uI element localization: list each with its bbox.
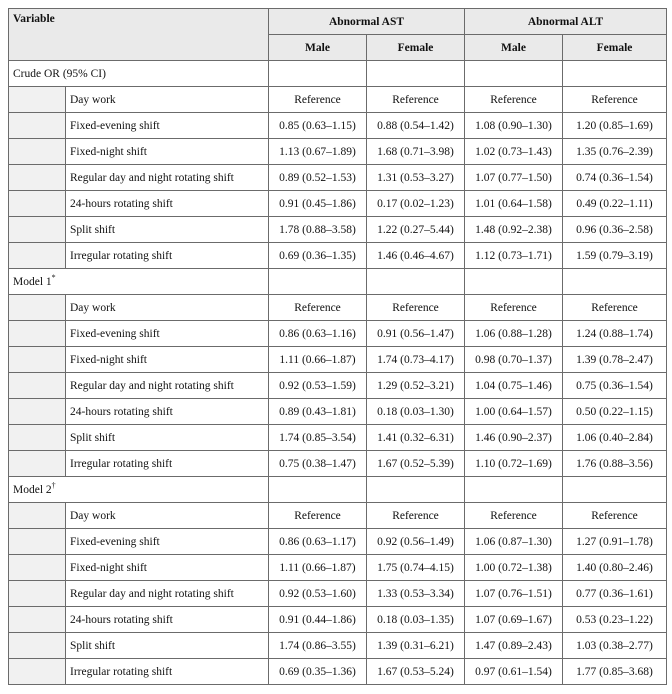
value-cell: Reference xyxy=(563,87,667,113)
indent-cell xyxy=(9,87,66,113)
value-cell: 1.22 (0.27–5.44) xyxy=(367,217,465,243)
value-cell: Reference xyxy=(563,295,667,321)
empty-cell xyxy=(269,477,367,503)
indent-cell xyxy=(9,529,66,555)
indent-cell xyxy=(9,399,66,425)
empty-cell xyxy=(367,61,465,87)
value-cell: Reference xyxy=(465,503,563,529)
value-cell: 1.48 (0.92–2.38) xyxy=(465,217,563,243)
value-cell: 1.35 (0.76–2.39) xyxy=(563,139,667,165)
variable-header: Variable xyxy=(9,9,269,61)
value-cell: 0.69 (0.35–1.36) xyxy=(269,659,367,685)
value-cell: 1.40 (0.80–2.46) xyxy=(563,555,667,581)
empty-cell xyxy=(269,61,367,87)
value-cell: Reference xyxy=(269,295,367,321)
section-title xyxy=(9,477,269,503)
row-label: Fixed-evening shift xyxy=(66,113,269,139)
indent-cell xyxy=(9,295,66,321)
empty-cell xyxy=(367,269,465,295)
value-cell: 1.11 (0.66–1.87) xyxy=(269,347,367,373)
sub-header-ast-male: Male xyxy=(269,35,367,61)
value-cell: Reference xyxy=(367,503,465,529)
table-row xyxy=(9,503,667,529)
indent-cell xyxy=(9,113,66,139)
indent-cell xyxy=(9,373,66,399)
value-cell: 0.85 (0.63–1.15) xyxy=(269,113,367,139)
value-cell: 1.41 (0.32–6.31) xyxy=(367,425,465,451)
value-cell: 1.08 (0.90–1.30) xyxy=(465,113,563,139)
results-table xyxy=(8,8,667,685)
value-cell: 1.68 (0.71–3.98) xyxy=(367,139,465,165)
value-cell: 1.74 (0.86–3.55) xyxy=(269,633,367,659)
section-footnote-mark: * xyxy=(51,272,56,282)
value-cell: 1.00 (0.72–1.38) xyxy=(465,555,563,581)
indent-cell xyxy=(9,607,66,633)
table-row xyxy=(9,217,667,243)
table-row xyxy=(9,373,667,399)
empty-cell xyxy=(367,477,465,503)
empty-cell xyxy=(563,61,667,87)
row-label: Regular day and night rotating shift xyxy=(66,581,269,607)
table-row xyxy=(9,191,667,217)
value-cell: Reference xyxy=(367,295,465,321)
section-title xyxy=(9,269,269,295)
value-cell: 1.00 (0.64–1.57) xyxy=(465,399,563,425)
row-label: Irregular rotating shift xyxy=(66,659,269,685)
value-cell: 1.20 (0.85–1.69) xyxy=(563,113,667,139)
value-cell: 0.96 (0.36–2.58) xyxy=(563,217,667,243)
row-label: Regular day and night rotating shift xyxy=(66,373,269,399)
section-row xyxy=(9,477,667,503)
sub-header-alt-male: Male xyxy=(465,35,563,61)
value-cell: 1.12 (0.73–1.71) xyxy=(465,243,563,269)
value-cell: 1.74 (0.73–4.17) xyxy=(367,347,465,373)
value-cell: 0.50 (0.22–1.15) xyxy=(563,399,667,425)
value-cell: 1.59 (0.79–3.19) xyxy=(563,243,667,269)
row-label: Regular day and night rotating shift xyxy=(66,165,269,191)
value-cell: 0.86 (0.63–1.17) xyxy=(269,529,367,555)
value-cell: 1.06 (0.40–2.84) xyxy=(563,425,667,451)
value-cell: 1.76 (0.88–3.56) xyxy=(563,451,667,477)
value-cell: 0.92 (0.53–1.60) xyxy=(269,581,367,607)
section-row xyxy=(9,269,667,295)
value-cell: 0.53 (0.23–1.22) xyxy=(563,607,667,633)
value-cell: 1.46 (0.90–2.37) xyxy=(465,425,563,451)
indent-cell xyxy=(9,659,66,685)
table-row xyxy=(9,243,667,269)
table-row xyxy=(9,321,667,347)
sub-header-alt-female: Female xyxy=(563,35,667,61)
empty-cell xyxy=(563,269,667,295)
table-row xyxy=(9,165,667,191)
value-cell: 1.74 (0.85–3.54) xyxy=(269,425,367,451)
value-cell: 0.49 (0.22–1.11) xyxy=(563,191,667,217)
table-row xyxy=(9,451,667,477)
section-title-text: Model 2 xyxy=(13,483,52,496)
row-label: Day work xyxy=(66,503,269,529)
indent-cell xyxy=(9,581,66,607)
indent-cell xyxy=(9,633,66,659)
value-cell: 0.89 (0.52–1.53) xyxy=(269,165,367,191)
value-cell: 1.02 (0.73–1.43) xyxy=(465,139,563,165)
value-cell: 1.04 (0.75–1.46) xyxy=(465,373,563,399)
value-cell: Reference xyxy=(269,87,367,113)
table-row xyxy=(9,295,667,321)
value-cell: 1.78 (0.88–3.58) xyxy=(269,217,367,243)
sub-header-ast-female: Female xyxy=(367,35,465,61)
value-cell: 1.06 (0.88–1.28) xyxy=(465,321,563,347)
table-row xyxy=(9,659,667,685)
indent-cell xyxy=(9,243,66,269)
row-label: Fixed-evening shift xyxy=(66,321,269,347)
value-cell: 1.01 (0.64–1.58) xyxy=(465,191,563,217)
value-cell: Reference xyxy=(465,87,563,113)
value-cell: 0.69 (0.36–1.35) xyxy=(269,243,367,269)
value-cell: 1.29 (0.52–3.21) xyxy=(367,373,465,399)
indent-cell xyxy=(9,555,66,581)
value-cell: 1.27 (0.91–1.78) xyxy=(563,529,667,555)
row-label: Fixed-night shift xyxy=(66,347,269,373)
row-label: Day work xyxy=(66,87,269,113)
table-row xyxy=(9,113,667,139)
table-row xyxy=(9,555,667,581)
value-cell: 0.75 (0.38–1.47) xyxy=(269,451,367,477)
value-cell: 0.18 (0.03–1.35) xyxy=(367,607,465,633)
row-label: Split shift xyxy=(66,217,269,243)
value-cell: 0.17 (0.02–1.23) xyxy=(367,191,465,217)
indent-cell xyxy=(9,321,66,347)
row-label: 24-hours rotating shift xyxy=(66,399,269,425)
value-cell: 0.88 (0.54–1.42) xyxy=(367,113,465,139)
table-row xyxy=(9,581,667,607)
value-cell: Reference xyxy=(269,503,367,529)
value-cell: 1.31 (0.53–3.27) xyxy=(367,165,465,191)
group-header-alt: Abnormal ALT xyxy=(465,9,667,35)
value-cell: Reference xyxy=(367,87,465,113)
table-row xyxy=(9,529,667,555)
indent-cell xyxy=(9,139,66,165)
value-cell: 1.75 (0.74–4.15) xyxy=(367,555,465,581)
row-label: Irregular rotating shift xyxy=(66,451,269,477)
value-cell: 1.46 (0.46–4.67) xyxy=(367,243,465,269)
row-label: Split shift xyxy=(66,633,269,659)
row-label: Fixed-night shift xyxy=(66,139,269,165)
empty-cell xyxy=(269,269,367,295)
value-cell: Reference xyxy=(465,295,563,321)
value-cell: 1.24 (0.88–1.74) xyxy=(563,321,667,347)
indent-cell xyxy=(9,165,66,191)
value-cell: 0.98 (0.70–1.37) xyxy=(465,347,563,373)
value-cell: 1.39 (0.31–6.21) xyxy=(367,633,465,659)
section-title xyxy=(9,61,269,87)
empty-cell xyxy=(465,477,563,503)
table-row xyxy=(9,399,667,425)
row-label: Fixed-evening shift xyxy=(66,529,269,555)
value-cell: 0.89 (0.43–1.81) xyxy=(269,399,367,425)
table-row xyxy=(9,425,667,451)
value-cell: 0.86 (0.63–1.16) xyxy=(269,321,367,347)
value-cell: 1.10 (0.72–1.69) xyxy=(465,451,563,477)
value-cell: 0.92 (0.56–1.49) xyxy=(367,529,465,555)
value-cell: 1.07 (0.76–1.51) xyxy=(465,581,563,607)
value-cell: 0.91 (0.44–1.86) xyxy=(269,607,367,633)
table-row xyxy=(9,139,667,165)
value-cell: 1.77 (0.85–3.68) xyxy=(563,659,667,685)
value-cell: 1.07 (0.69–1.67) xyxy=(465,607,563,633)
group-header-ast: Abnormal AST xyxy=(269,9,465,35)
table-row xyxy=(9,607,667,633)
row-label: Split shift xyxy=(66,425,269,451)
value-cell: 1.03 (0.38–2.77) xyxy=(563,633,667,659)
value-cell: 1.39 (0.78–2.47) xyxy=(563,347,667,373)
value-cell: 0.97 (0.61–1.54) xyxy=(465,659,563,685)
value-cell: 1.33 (0.53–3.34) xyxy=(367,581,465,607)
indent-cell xyxy=(9,503,66,529)
table-body xyxy=(9,61,667,685)
value-cell: 1.47 (0.89–2.43) xyxy=(465,633,563,659)
row-label: Fixed-night shift xyxy=(66,555,269,581)
value-cell: 0.91 (0.45–1.86) xyxy=(269,191,367,217)
value-cell: 1.07 (0.77–1.50) xyxy=(465,165,563,191)
value-cell: 1.13 (0.67–1.89) xyxy=(269,139,367,165)
value-cell: 1.67 (0.53–5.24) xyxy=(367,659,465,685)
section-row xyxy=(9,61,667,87)
row-label: 24-hours rotating shift xyxy=(66,191,269,217)
section-title-text: Crude OR (95% CI) xyxy=(13,67,106,80)
table-row xyxy=(9,87,667,113)
value-cell: 0.18 (0.03–1.30) xyxy=(367,399,465,425)
indent-cell xyxy=(9,217,66,243)
indent-cell xyxy=(9,425,66,451)
section-footnote-mark: † xyxy=(51,480,56,490)
empty-cell xyxy=(563,477,667,503)
value-cell: 0.91 (0.56–1.47) xyxy=(367,321,465,347)
value-cell: 0.75 (0.36–1.54) xyxy=(563,373,667,399)
row-label: Irregular rotating shift xyxy=(66,243,269,269)
value-cell: 1.67 (0.52–5.39) xyxy=(367,451,465,477)
value-cell: Reference xyxy=(563,503,667,529)
indent-cell xyxy=(9,347,66,373)
value-cell: 0.92 (0.53–1.59) xyxy=(269,373,367,399)
value-cell: 1.11 (0.66–1.87) xyxy=(269,555,367,581)
row-label: Day work xyxy=(66,295,269,321)
value-cell: 1.06 (0.87–1.30) xyxy=(465,529,563,555)
indent-cell xyxy=(9,451,66,477)
empty-cell xyxy=(465,269,563,295)
value-cell: 0.74 (0.36–1.54) xyxy=(563,165,667,191)
table-row xyxy=(9,633,667,659)
indent-cell xyxy=(9,191,66,217)
row-label: 24-hours rotating shift xyxy=(66,607,269,633)
section-title-text: Model 1 xyxy=(13,275,52,288)
table-row xyxy=(9,347,667,373)
empty-cell xyxy=(465,61,563,87)
value-cell: 0.77 (0.36–1.61) xyxy=(563,581,667,607)
